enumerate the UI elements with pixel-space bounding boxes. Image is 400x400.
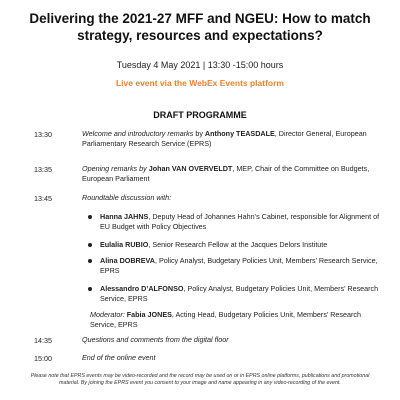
agenda-item-lead: Opening remarks by — [82, 164, 147, 173]
programme-heading: DRAFT PROGRAMME — [153, 110, 247, 120]
agenda-item-opening: Opening remarks by Johan VAN OVERVELDT, MEP, Chair of the Committee on Budgets, European Parliament — [82, 164, 370, 184]
time-1335: 13:35 — [34, 165, 52, 174]
speaker-list-item: Alessandro D’ALFONSO, Policy Analyst, Budgetary Policies Unit, Members’ Research Service, EPRS — [100, 284, 385, 305]
event-title: Delivering the 2021-27 MFF and NGEU: How to match strategy, resources and expectations? — [29, 11, 371, 43]
moderator-line: Moderator: Fabia JONES, Acting Head, Budgetary Policies Unit, Members’ Research Service, EPRS — [90, 310, 361, 330]
speaker-name: Anthony TEASDALE — [204, 129, 275, 138]
time-1330: 13:30 — [34, 130, 52, 139]
speaker-list-item: Alina DOBREVA, Policy Analyst, Budgetary Policies Unit, Members’ Research Service, EPRS — [100, 256, 385, 277]
event-date: Tuesday 4 May 2021 | 13:30 -15:00 hours — [116, 60, 284, 70]
recording-disclaimer: Please note that EPRS events may be video-recorded and the record may be used on or in EPRS online platforms, publications and promotional material. By joining the EPRS event you consent to your image and name appearing in any video-recording of the event. — [30, 373, 370, 387]
live-event-note: Live event via the WebEx Events platform — [115, 78, 284, 88]
agenda-item-roundtable: Roundtable discussion with: — [82, 193, 172, 202]
speaker-name: Johan VAN OVERVELDT — [148, 164, 233, 173]
agenda-item-end: End of the online event — [82, 353, 156, 362]
agenda-item-lead: Welcome and introductory remarks — [82, 129, 194, 138]
speaker-list-item: Hanna JAHNS, Deputy Head of Johannes Hahn’s Cabinet, responsible for Alignment of EU Budget with Policy Objectives — [100, 212, 385, 233]
time-1435: 14:35 — [34, 336, 52, 345]
speaker-list-item: Eulalia RUBIO, Senior Research Fellow at the Jacques Delors Institute — [100, 240, 385, 250]
agenda-item-questions: Questions and comments from the digital floor — [82, 335, 229, 344]
agenda-item-welcome: Welcome and introductory remarks by Anthony TEASDALE, Director General, European Parliamentary Research Service (EPRS) — [82, 129, 367, 149]
time-1500: 15:00 — [34, 354, 52, 363]
time-1345: 13:45 — [34, 194, 52, 203]
